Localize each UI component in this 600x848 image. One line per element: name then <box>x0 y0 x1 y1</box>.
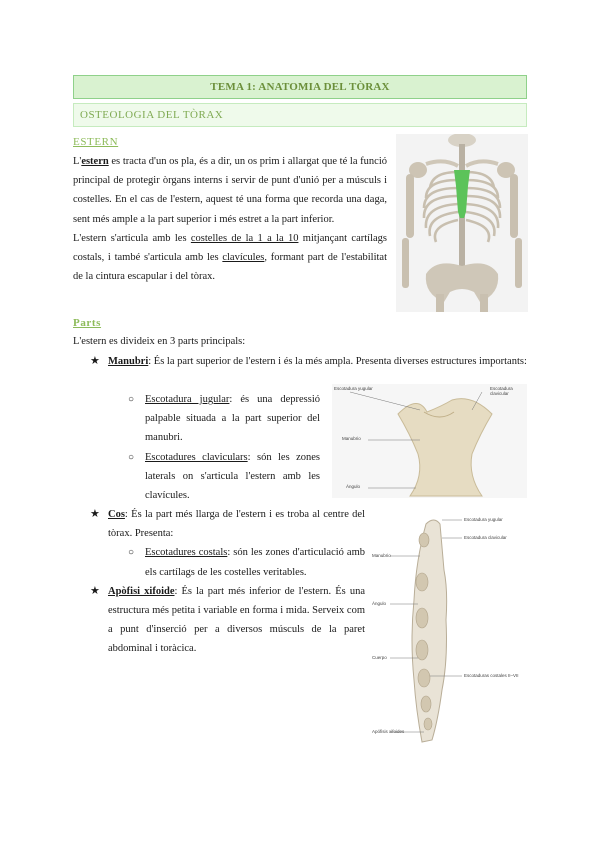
sternum-drawing <box>370 510 528 748</box>
star-bullet-icon: ★ <box>90 355 100 367</box>
circle-bullet-icon: ○ <box>128 394 135 405</box>
star-bullet-icon: ★ <box>90 584 100 597</box>
label-manubrio: Manubrio <box>342 436 361 441</box>
thorax-skeleton-image <box>396 134 528 312</box>
manubri-bullet-item: ★ Manubri: És la part superior de l'estern i és la més ampla. Presenta diverses estructures importants: <box>73 352 527 371</box>
label-angulo-2: Ángulo <box>372 601 387 606</box>
escotadures-claviculars-term: Escotadures claviculars <box>145 451 248 463</box>
label-escotadura-yugular: Escotadura yugular <box>334 386 373 391</box>
label-manubrio-2: Manubrio <box>372 553 391 558</box>
escotadura-jugular-item: ○ Escotadura jugular: és una depressió palpable situada a la part superior del manubri. <box>73 390 320 448</box>
apofisi-bullet-item: ★ Apòfisi xifoide: És la part més inferior de l'estern. És una estructura més petita i variable en forma i mida. Serveix com a punt d'inserció per a diversos músculs de la paret abdominal i toràcica. <box>73 582 365 659</box>
cos-bullet-item: ★ Cos: És la part més llarga de l'estern i es troba al centre del tòrax. Presenta: <box>73 505 365 543</box>
estern-paragraph-2: L'estern s'articula amb les costelles de la 1 a la 10 mitjançant cartílags costals, i també s'articula amb les clavícules, formant part de l'estabilitat de la cintura escapular i del tòrax. <box>73 232 387 283</box>
star-bullet-icon: ★ <box>90 508 100 520</box>
label-escotadura-clavicular-2: Escotadura clavicular <box>464 535 507 540</box>
parts-intro: L'estern es divideix en 3 parts principals: <box>73 336 246 347</box>
parts-heading: Parts <box>73 317 102 329</box>
cos-term: Cos <box>108 509 125 520</box>
estern-description <box>73 152 387 286</box>
estern-heading: ESTERN <box>73 136 119 148</box>
escotadures-costals-term: Escotadures costals <box>145 547 228 559</box>
escotadura-jugular-term: Escotadura jugular <box>145 394 230 405</box>
manubrium-drawing <box>332 384 527 498</box>
sternum-lateral-image <box>370 510 528 748</box>
label-cuerpo: Cuerpo <box>372 655 387 660</box>
manubri-term: Manubri <box>108 356 149 367</box>
manubrium-image <box>332 384 527 498</box>
label-angulo: Ángulo <box>346 484 361 489</box>
costelles-term: costelles de la 1 a la 10 <box>190 232 299 244</box>
circle-bullet-icon: ○ <box>128 451 135 463</box>
estern-paragraph-1: L'estern es tracta d'un os pla, és a dir, un os prim i allargat que té la funció principal de protegir òrgans interns i servir de punt d'unió per a músculs i costelles. En el cas de l'estern, aquest té una forma que recorda una daga, sent més ample a la part superior i més estret a la part inferior. <box>73 156 387 225</box>
label-escotadura-yugular-2: Escotadura yugular <box>464 517 503 522</box>
clavicules-term: clavícules <box>222 252 265 264</box>
manubri-item <box>73 352 527 371</box>
escotadures-costals-item: ○ Escotadures costals: són les zones d'articulació amb els cartílags de les costelles veritables. <box>73 543 365 581</box>
estern-term: estern <box>81 156 109 167</box>
label-escotadura-clavicular: Escotadura clavicular <box>490 386 513 396</box>
label-escotaduras-costales: Escotaduras costales II–VII <box>464 673 519 678</box>
manubri-subitems <box>73 390 320 505</box>
document-title: TEMA 1: ANATOMIA DEL TÒRAX <box>73 75 527 99</box>
cos-item <box>73 505 365 659</box>
circle-bullet-icon: ○ <box>128 547 135 559</box>
apofisi-term: Apòfisi xifoide <box>108 585 175 597</box>
section-subtitle: OSTEOLOGIA DEL TÒRAX <box>73 103 527 127</box>
label-apofisis-xifoides: Apófisis xifoides <box>372 729 405 734</box>
escotadures-claviculars-item: ○ Escotadures claviculars: són les zones laterals on s'articula l'estern amb les clavícules. <box>73 448 320 506</box>
